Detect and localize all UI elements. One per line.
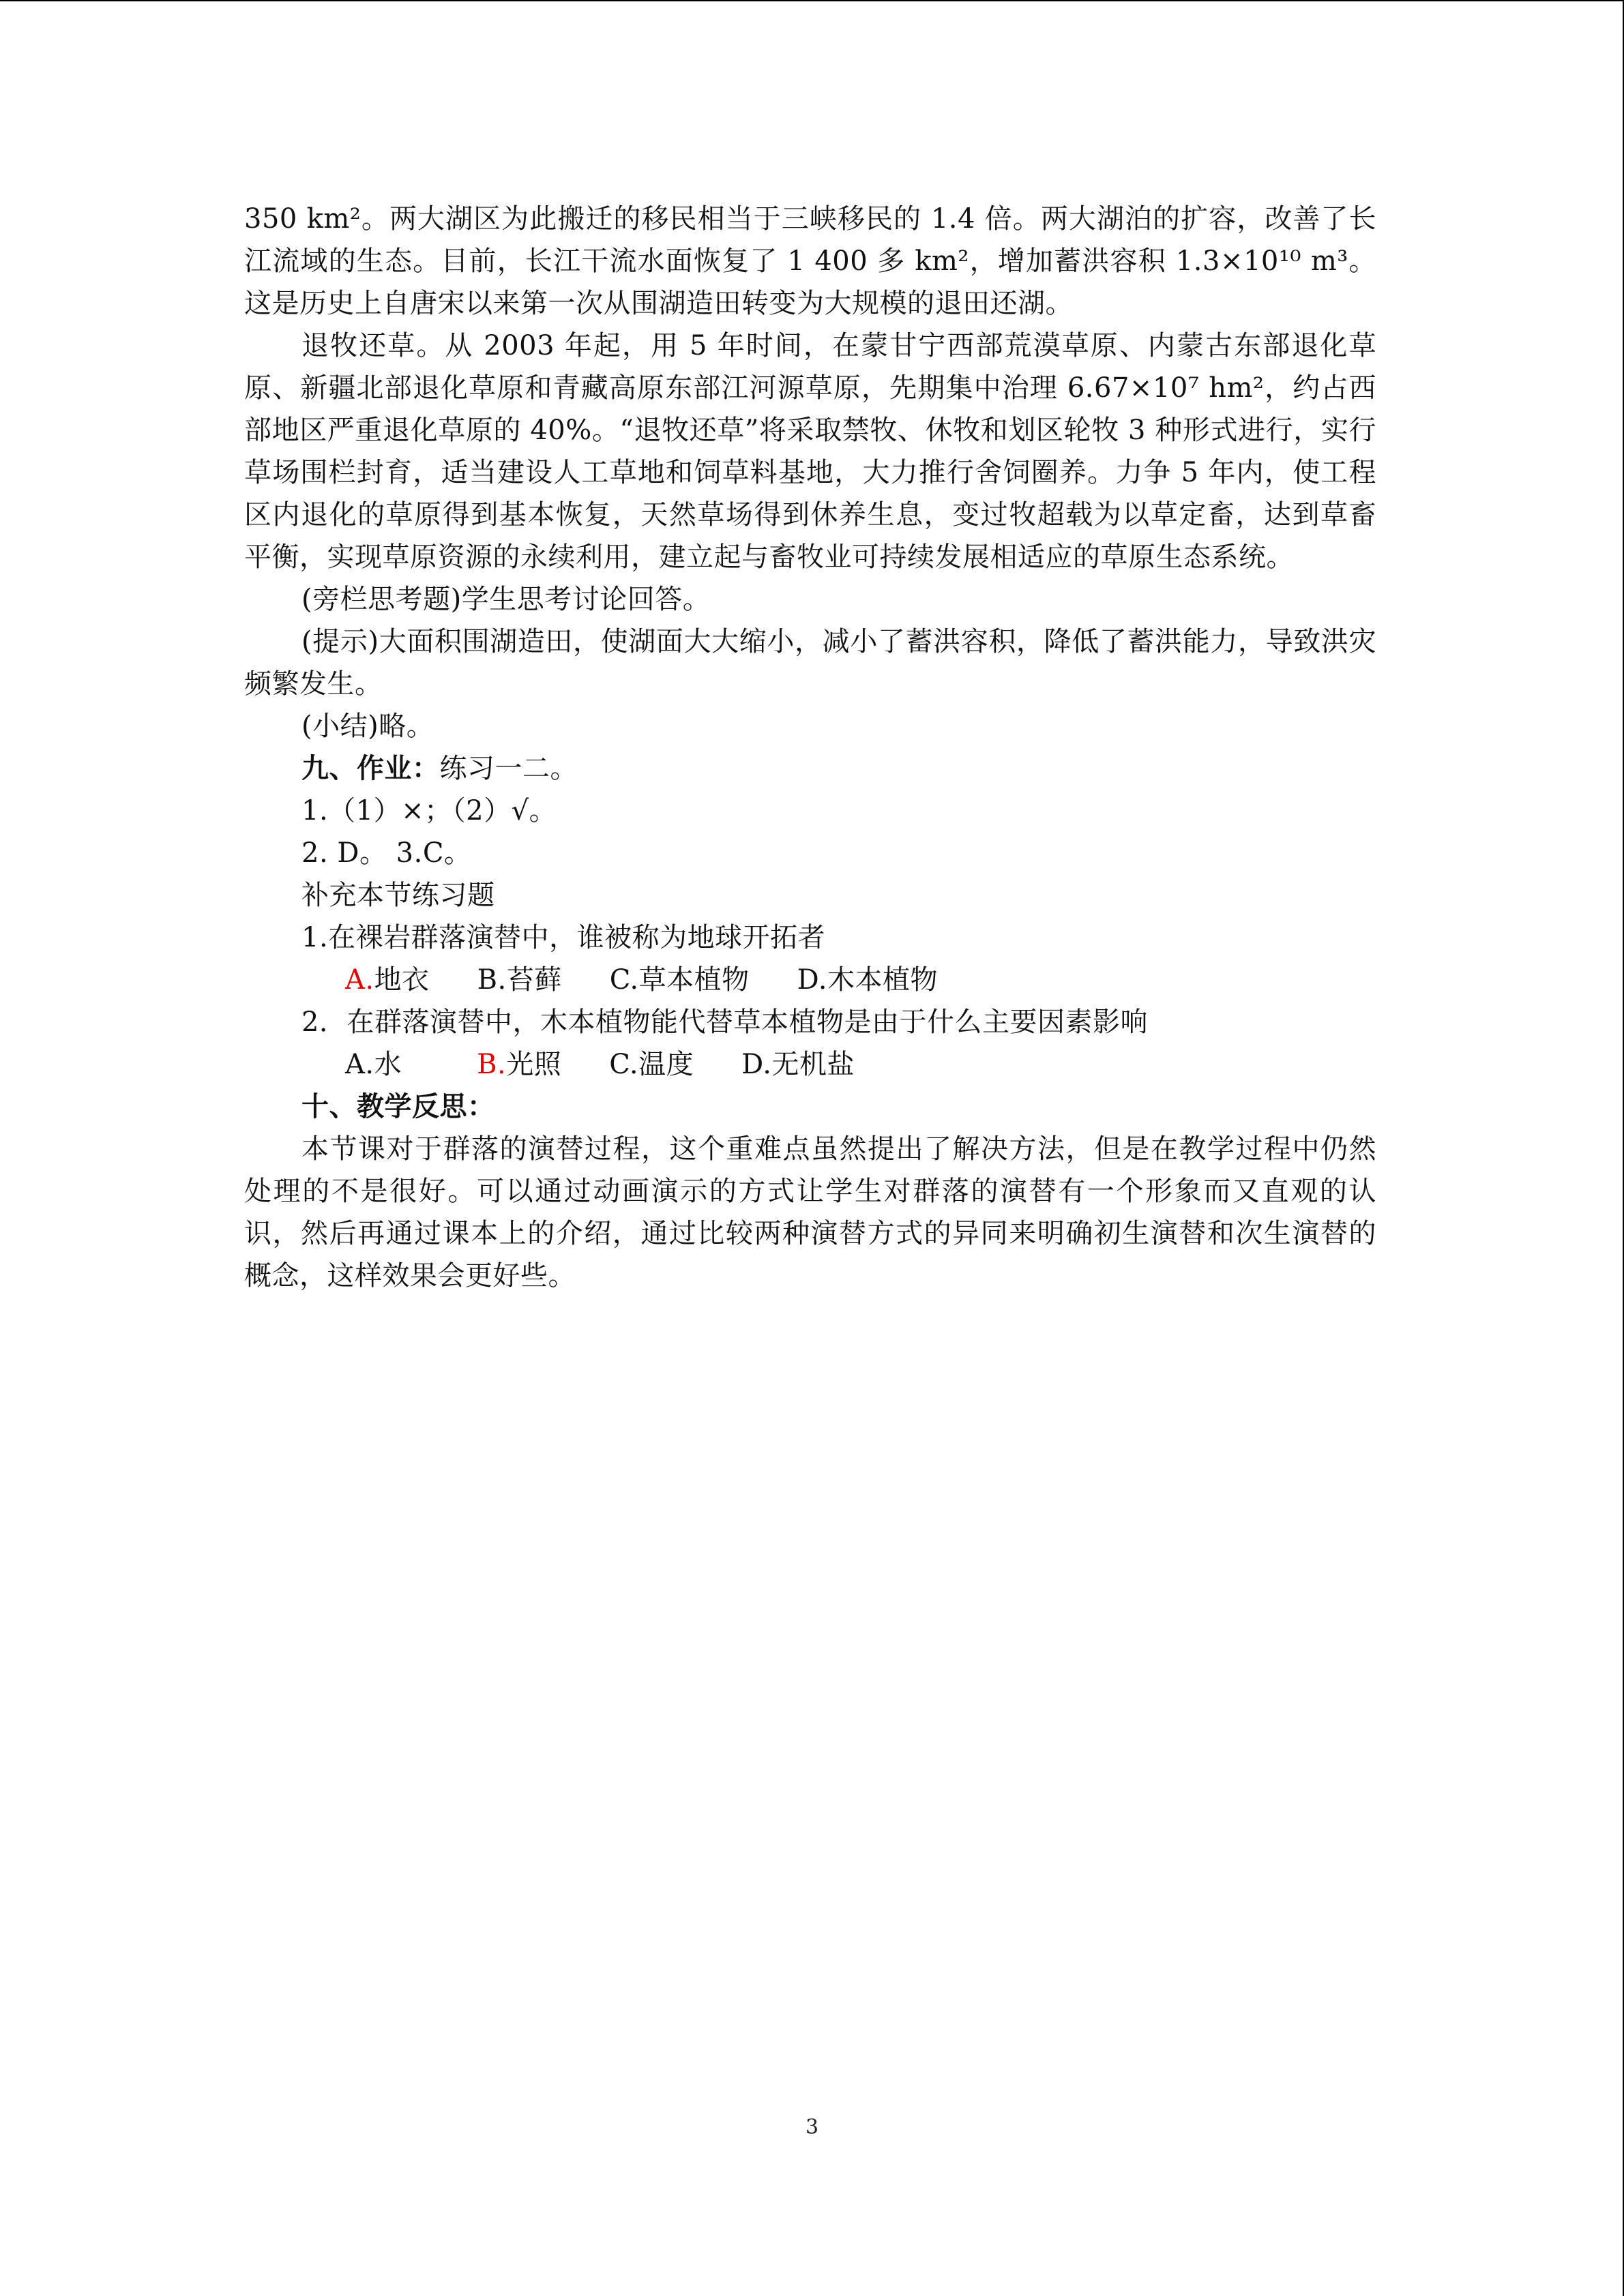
paragraph-lake-restoration: 350 km²。两大湖区为此搬迁的移民相当于三峡移民的 1.4 倍。两大湖泊的扩容，改善了长江流域的生态。目前，长江干流水面恢复了 1 400 多 km²，增加蓄洪容积 1.3×10¹⁰ m³。这是历史上自唐宋以来第一次从围湖造田转变为大规模的退田还湖。 bbox=[244, 203, 1376, 319]
paragraph-summary: (小结)略。 bbox=[301, 711, 434, 742]
q1-option-d: D.木本植物 bbox=[797, 964, 938, 996]
reflection-text: 本节课对于群落的演替过程，这个重难点虽然提出了解决方法，但是在教学过程中仍然处理的不是很好。可以通过动画演示的方式让学生对群落的演替有一个形象而又直观的认识，然后再通过课本上的介绍，通过比较两种演替方式的异同来明确初生演替和次生演替的概念，这样效果会更好些。 bbox=[244, 1133, 1376, 1292]
q1-option-a: A.地衣 bbox=[345, 964, 430, 996]
supplement-title: 补充本节练习题 bbox=[301, 880, 495, 911]
reflection-heading: 十、教学反思： bbox=[301, 1090, 495, 1122]
homework-heading: 九、作业： bbox=[301, 752, 440, 784]
answer-line-2: 2. D。 3.C。 bbox=[301, 837, 472, 869]
paragraph-hint: (提示)大面积围湖造田，使湖面大大缩小，减小了蓄洪容积，降低了蓄洪能力，导致洪灾频繁发生。 bbox=[244, 626, 1376, 700]
page-number: 3 bbox=[805, 2115, 819, 2139]
q1-option-c: C.草本植物 bbox=[609, 964, 750, 996]
paragraph-sidebar-question: (旁栏思考题)学生思考讨论回答。 bbox=[301, 584, 711, 615]
question-2-options bbox=[244, 1043, 1376, 1086]
question-1-options bbox=[244, 959, 1376, 1001]
q2-option-d: D.无机盐 bbox=[741, 1049, 855, 1080]
q2-option-b-letter: B. bbox=[477, 1049, 507, 1080]
q2-option-a: A.水 bbox=[345, 1049, 402, 1080]
homework-exercise: 练习一二。 bbox=[439, 753, 578, 784]
q2-option-c: C.温度 bbox=[609, 1049, 694, 1080]
page-content bbox=[244, 198, 1376, 1297]
answer-line-1: 1.（1）×；（2）√。 bbox=[301, 795, 557, 826]
homework-line bbox=[244, 747, 1376, 790]
q1-option-a-letter: A. bbox=[345, 964, 374, 996]
q1-option-b: B.苔藓 bbox=[477, 964, 562, 996]
question-1-stem: 1.在裸岩群落演替中，谁被称为地球开拓者 bbox=[301, 922, 826, 953]
q2-option-b: B.光照 bbox=[477, 1049, 562, 1080]
paragraph-grassland-restoration: 退牧还草。从 2003 年起，用 5 年时间，在蒙甘宁西部荒漠草原、内蒙古东部退化草原、新疆北部退化草原和青藏高原东部江河源草原，先期集中治理 6.67×10⁷ hm²，约占西部地区严重退化草原的 40%。“退牧还草”将采取禁牧、休牧和划区轮牧 3 种形式进行，实行草场围栏封育，适当建设人工草地和饲草料基地，大力推行舍饲圈养。力争 5 年内，使工程区内退化的草原得到基本恢复，天然草场得到休养生息，变过牧超载为以草定畜，达到草畜平衡，实现草原资源的永续利用，建立起与畜牧业可持续发展相适应的草原生态系统。 bbox=[244, 330, 1376, 573]
question-2-stem: 2．在群落演替中，木本植物能代替草本植物是由于什么主要因素影响 bbox=[301, 1007, 1148, 1038]
